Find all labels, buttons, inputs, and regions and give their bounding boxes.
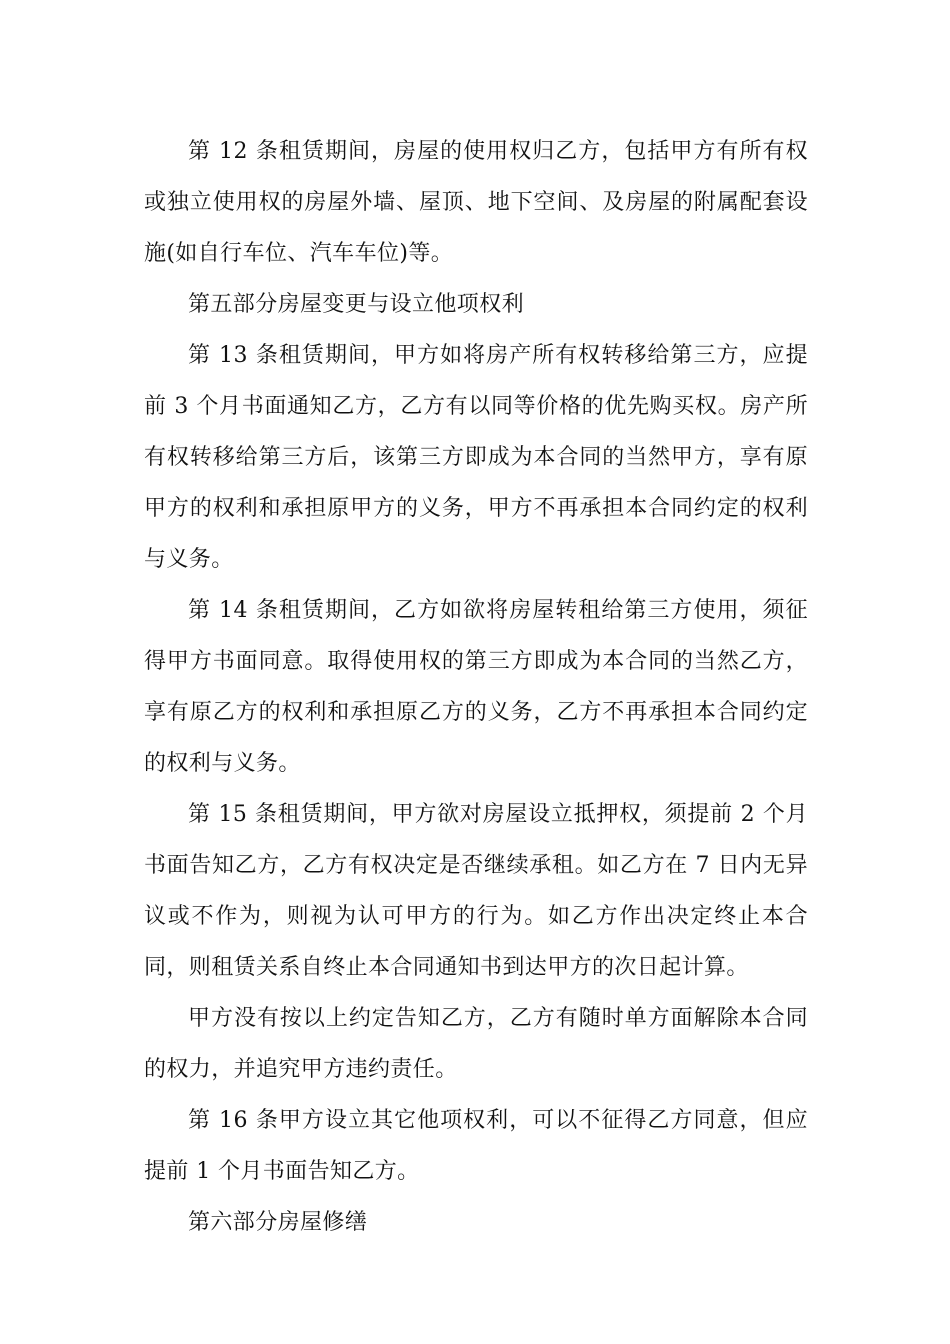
document-body [144, 126, 808, 1248]
clause-12-paragraph: 第 12 条租赁期间，房屋的使用权归乙方，包括甲方有所有权或独立使用权的房屋外墙、屋顶、地下空间、及房屋的附属配套设施(如自行车位、汽车车位)等。 [144, 139, 808, 266]
clause-15-paragraph: 第 15 条租赁期间，甲方欲对房屋设立抵押权，须提前 2 个月书面告知乙方，乙方有权决定是否继续承租。如乙方在 7 日内无异议或不作为，则视为认可甲方的行为。如乙方作出决定终止本合同，则租赁关系自终止本合同通知书到达甲方的次日起计算。 [144, 802, 808, 980]
clause-15-supplement-paragraph: 甲方没有按以上约定告知乙方，乙方有随时单方面解除本合同的权力，并追究甲方违约责任。 [144, 1006, 808, 1082]
clause-16-paragraph: 第 16 条甲方设立其它他项权利，可以不征得乙方同意，但应提前 1 个月书面告知乙方。 [144, 1108, 808, 1184]
clause-13-paragraph: 第 13 条租赁期间，甲方如将房产所有权转移给第三方，应提前 3 个月书面通知乙方，乙方有以同等价格的优先购买权。房产所有权转移给第三方后，该第三方即成为本合同的当然甲方，享有原甲方的权利和承担原甲方的义务，甲方不再承担本合同约定的权利与义务。 [144, 343, 808, 572]
clause-14-paragraph: 第 14 条租赁期间，乙方如欲将房屋转租给第三方使用，须征得甲方书面同意。取得使用权的第三方即成为本合同的当然乙方，享有原乙方的权利和承担原乙方的义务，乙方不再承担本合同约定的权利与义务。 [144, 598, 808, 776]
section-six-heading: 第六部分房屋修缮 [188, 1210, 368, 1235]
section-five-heading: 第五部分房屋变更与设立他项权利 [188, 292, 525, 317]
